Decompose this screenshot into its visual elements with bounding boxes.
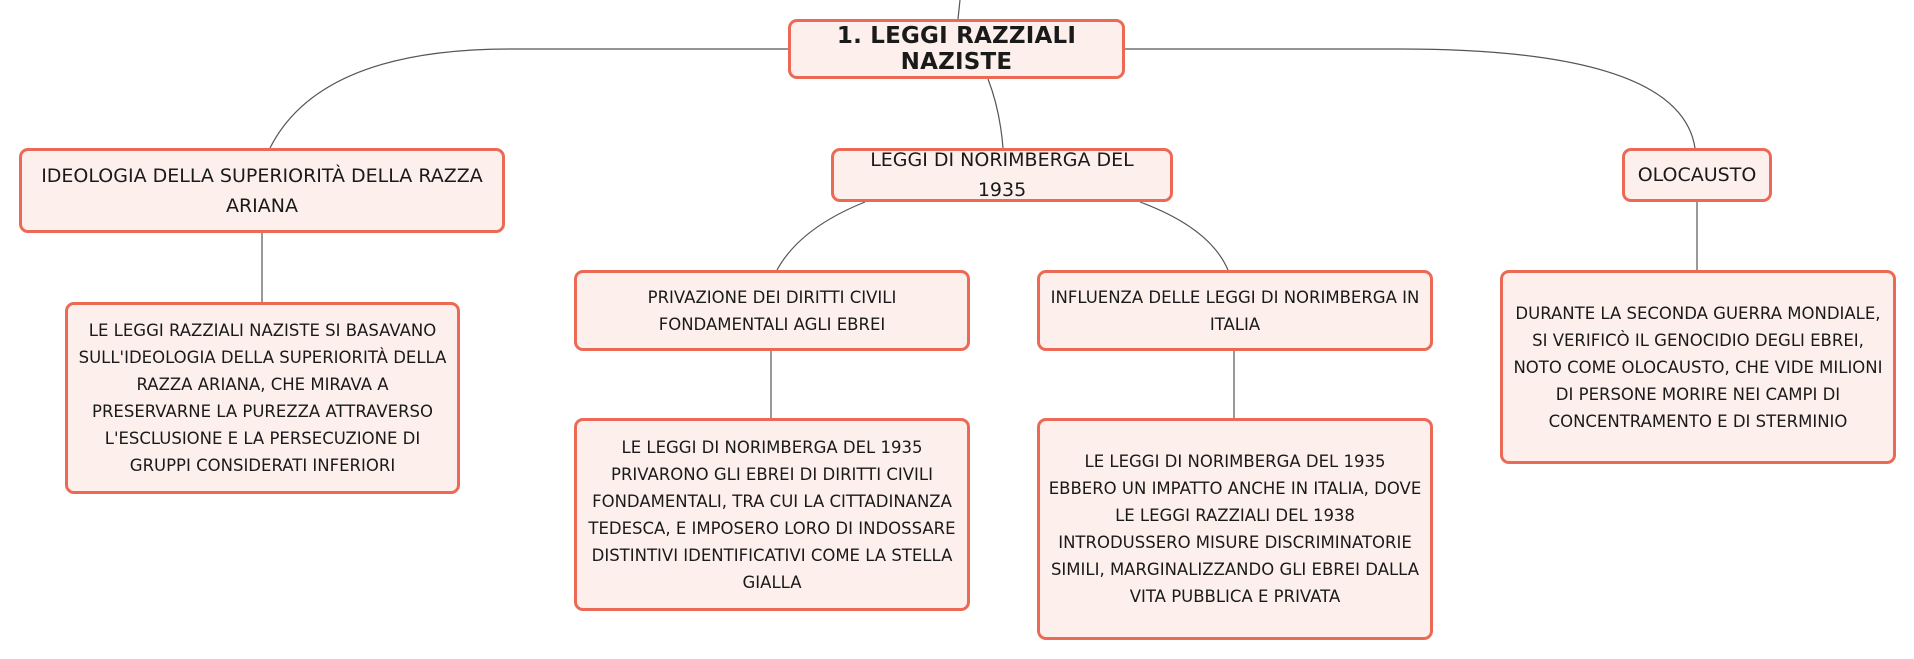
- topic-node-ideologia[interactable]: [19, 148, 505, 233]
- topic-node-label: IDEOLOGIA DELLA SUPERIORITÀ DELLA RAZZA ARIANA: [41, 164, 483, 217]
- topic-node-olocausto[interactable]: [1622, 148, 1772, 202]
- connector-root-ideologia: [270, 49, 788, 148]
- subtopic-node-influenza[interactable]: [1037, 270, 1433, 351]
- subtopic-node-privazione[interactable]: [574, 270, 970, 351]
- detail-node-text: LE LEGGI RAZZIALI NAZISTE SI BASAVANO SULL'IDEOLOGIA DELLA SUPERIORITÀ DELLA RAZZA ARIANA, CHE MIRAVA A PRESERVARNE LA PUREZZA ATTRAVERSO L'ESCLUSIONE E LA PERSECUZIONE DI GRUPPI CONSIDERATI INFERIORI: [78, 321, 447, 475]
- connector-root-norimberga: [988, 79, 1003, 148]
- detail-node-text: LE LEGGI DI NORIMBERGA DEL 1935 EBBERO UN IMPATTO ANCHE IN ITALIA, DOVE LE LEGGI RAZZIALI DEL 1938 INTRODUSSERO MISURE DISCRIMINATORIE SIMILI, MARGINALIZZANDO GLI EBREI DALLA VITA PUBBLICA E PRIVATA: [1048, 452, 1422, 606]
- topic-node-label: OLOCAUSTO: [1637, 164, 1757, 186]
- detail-node-text: LE LEGGI DI NORIMBERGA DEL 1935 PRIVARONO GLI EBREI DI DIRITTI CIVILI FONDAMENTALI, TRA CUI LA CITTADINANZA TEDESCA, E IMPOSERO LORO DI INDOSSARE DISTINTIVI IDENTIFICATIVI COME LA STELLA GIALLA: [588, 437, 956, 592]
- subtopic-node-label: PRIVAZIONE DEI DIRITTI CIVILI FONDAMENTALI AGLI EBREI: [647, 287, 897, 334]
- subtopic-node-label: INFLUENZA DELLE LEGGI DI NORIMBERGA IN ITALIA: [1050, 287, 1420, 334]
- root-node-label: 1. LEGGI RAZZIALI NAZISTE: [836, 23, 1077, 75]
- detail-node-text: DURANTE LA SECONDA GUERRA MONDIALE, SI VERIFICÒ IL GENOCIDIO DEGLI EBREI, NOTO COME OLOCAUSTO, CHE VIDE MILIONI DI PERSONE MORIRE NEI CAMPI DI CONCENTRAMENTO E DI STERMINIO: [1513, 303, 1883, 431]
- detail-node-ideologia[interactable]: [65, 302, 460, 494]
- detail-node-olocausto[interactable]: [1500, 270, 1896, 464]
- topic-node-label: LEGGI DI NORIMBERGA DEL 1935: [870, 149, 1134, 201]
- topic-node-norimberga[interactable]: [831, 148, 1173, 202]
- detail-node-privazione[interactable]: [574, 418, 970, 611]
- connector-norimberga-privazione: [777, 202, 865, 270]
- connector-root-olocausto: [1125, 49, 1695, 148]
- connector-root-parent: [958, 0, 960, 19]
- root-node[interactable]: [788, 19, 1125, 79]
- connector-norimberga-influenza: [1140, 202, 1228, 270]
- detail-node-influenza[interactable]: [1037, 418, 1433, 640]
